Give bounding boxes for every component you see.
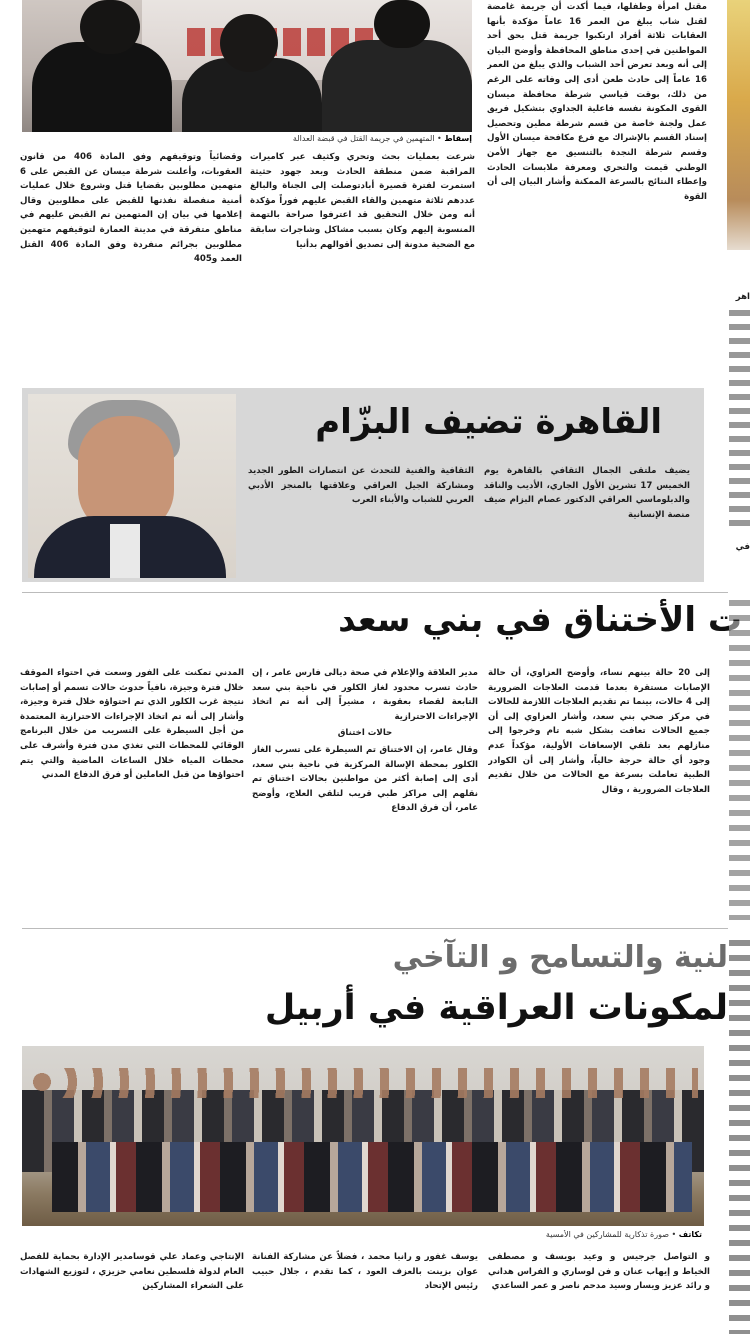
erbil-photo-caption	[430, 1230, 702, 1242]
bazzam-column-right: يضيف ملتقى الجمال الثقافي بالقاهرة يوم الخميس 17 تشرين الأول الجاري، الأديب والناقد والدبلوماسي العراقي الدكتور عصام البزام ضيف منصة الإنسانية	[484, 466, 690, 520]
adjacent-page-text	[729, 310, 750, 530]
person-figure	[32, 42, 172, 132]
erbil-column-left: الإنتاجي وعماد علي قوسامدير الإدارة بحماية للفصل العام لدولة فلسطين نعامي حزيزي ، لتوزيع الشهادات على الشعراء المشاركين	[20, 1252, 244, 1292]
photo-heads	[30, 1068, 698, 1098]
caption-text: • المتهمين في جريمة القتل في قبضة العدالة	[292, 134, 442, 143]
person-figure	[322, 40, 472, 132]
photo-front-row	[52, 1142, 692, 1212]
erbil-group-photo	[22, 1046, 704, 1226]
portrait-shirt	[110, 524, 140, 578]
portrait-photo	[28, 394, 236, 578]
erbil-column-right: و التواصل جرجيس و وعيد بويسف و مصطفى الخياط و إيهاب عنان و فن لوساري و الفراس هداني و رائد عزيز ويسار وسيد مدحم ناصر و عمر الساعدي	[488, 1252, 710, 1292]
person-head	[220, 14, 278, 72]
erbil-column-middle: يوسف غفور و رانيا محمد ، فضلاً عن مشاركة الفنانة عوان بزينت بالعزف العود ، كما تقدم ، جلال حبيب رئيس الإتحاد	[252, 1252, 478, 1292]
adjacent-page-text	[729, 940, 750, 1334]
adjacent-page-text	[729, 600, 750, 920]
bazzam-box	[22, 388, 704, 582]
top-story-column-left: وقضائياً وتوقيفهم وفق المادة 406 من قانون العقوبات، وأعلنت شرطة ميسان عن القبض على 6 متهمين مطلوبين بقضايا قتل وشروع خلال عمليات أمنية منفصلة نفذتها للقبض على مطلوبين وقال إعلامها في بيان إن المتهمين تم القبض عليهم في مناطق متفرقة في مدينة العمارة لتوقيفهم متهمين مطلوبين بجرائم منفردة وفق المادة 406 القتل العمد و405	[20, 152, 242, 265]
caption-label: إسقاط	[444, 134, 472, 143]
caption-label: تكاتف	[678, 1230, 702, 1239]
erbil-headline-grey: لنية والتسامح و التآخي	[392, 940, 728, 975]
adjacent-page-photo	[727, 0, 750, 250]
bazzam-headline: القاهرة تضيف البزّام	[315, 402, 662, 442]
bazzam-column-left: الثقافية والفنية للتحدث عن انتصارات الطور الجديد ومشاركة الجيل العراقي وعلاقتها بالمنجز الأدبي العربي للشباب والأبناء العرب	[248, 466, 474, 506]
suffocation-column-middle	[252, 666, 478, 914]
top-photo-caption	[210, 134, 472, 146]
top-story-column-right: مقتل امرأة وطفلها، فيما أكدت أن جريمة غامضة لقتل شاب يبلغ من العمر 16 عاماً مؤكدة بأنها العقابات ثلاثة أفراد ارتكبوا جريمة قتل بحق أحد المواطنين في إحدى مناطق المحافظة وأوضح البيان إلى أنه وبعد تعرض أحد الشباب والذي يبلغ من العمر 16 عاماً إلى حادث طعن أدى إلى وفاته على الرغم من ذلك، بوقت قياسي شرطة محافظة ميسان القوى المكونة نفسه فاعلية الجداوي بتشكيل فريق عمل ولجنة خاصة من قسم شرطة مطين وتحصيل إسناد القسم بالإشراك مع فرع مكافحة ميسان الأول وقسم شرطة النجدة بالتنسيق مع جهاز الأمن الوطني قيمت والتحري ومعرفة ملابسات الحادث وإعطاء النتائج بالسرعة الممكنة وأشار البيان إلى أن القوة	[487, 2, 707, 202]
top-story-column-middle: شرعت بعمليات بحث وتحري وكثيف عبر كاميرات المراقبة ضمن منطقة الحادث وبعد جهود حثيثة استمرت لفترة قصيرة أبادتوصلت إلى الجناة والبالغ عددهم ثلاثة متهمين والقاء القبض عليهم فوراً مؤكدة أنه ومن خلال التحقيق قد اعترفوا صراحة بالتهمة المنسوبة إليهم وكان بسبب مشاكل وشاجرات سابقة مع الضحية مدونة إلى تصديق أقوالهم بدأنيا	[250, 152, 475, 250]
suffocation-middle-text-b: وقال عامر، إن الاختناق تم السيطرة على تسرب الغاز الكلور بمحطة الإسالة المركزية في ناحية بني سعد، أدى إلى إصابة أكثر من مواطنين بحالات اختناق تم نقلهم إلى مراكز طبي قريب لتلقي العلاج، وأوضح عامر، أن فرق الدفاع	[252, 744, 478, 814]
suffocation-column-left: المدني تمكنت على الفور وسعت في احتواء الموقف خلال فترة وجيزة، نافياً حدوث حالات تسمم أو إصابات نتيجة غرب الكلور الذي تم احتواؤه خلال فترة وجيزة، وأشار إلى أنه تم اتخاذ الإجراءات الاحترازية المعتمدة من أجل السيطرة على التسريب من خلال البرنامج الوقائي للمحطات التي تغذي مدن فترة وأشرف على محطات المياه خلال الساعات الماضية والتي يتم احتواؤها من قبل العاملين أو فرق الدفاع المدني	[20, 668, 244, 781]
adjacent-page-fragment: في	[735, 542, 750, 552]
suffocation-column-right: إلى 20 حالة بينهم نساء، وأوضح العزاوي، أن حالة الإصابات مستقرة بعدما قدمت العلاجات الضرورية إلى 4 حالات، بينما تم تقديم العلاجات اللازمة للحالات في مركز صحي بني سعد، وأشار العزاوي إلى أن جميع الحالات تعافت بشكل شبه تام وخرجوا إلى منازلهم بعد تلقي الإسعافات الأولية، مؤكداً عدم وجود أي حالة حرجة حالياً، وأشار إلى أن الكوادر الطبية تعاملت بسرعة مع الحالات من خلال تقديم العلاجات الضرورية ، وقال	[488, 668, 710, 795]
section-divider	[22, 928, 728, 929]
caption-text: • صورة تذكارية للمشاركين في الأمسية	[545, 1230, 677, 1239]
suffocation-headline: ت الأختناق في بني سعد	[338, 600, 742, 640]
person-head	[80, 0, 140, 54]
person-head	[374, 0, 430, 48]
suffocation-middle-text-a: مدير العلاقة والإعلام في صحة ديالى فارس عامر ، إن حادث تسرب محدود لغاز الكلور في ناحية بني سعد التابعة لقضاء بعقوبة ، مشيراً إلى أنه تم اتخاذ الإجراءات الاحترازية	[252, 668, 478, 722]
suffocation-subheading: حالات اختناق	[337, 728, 393, 739]
section-divider	[22, 592, 728, 593]
adjacent-page-fragment: اهر	[735, 292, 750, 302]
top-story-photo	[22, 0, 472, 132]
erbil-headline-dark: لمكونات العراقية في أربيل	[264, 988, 728, 1028]
